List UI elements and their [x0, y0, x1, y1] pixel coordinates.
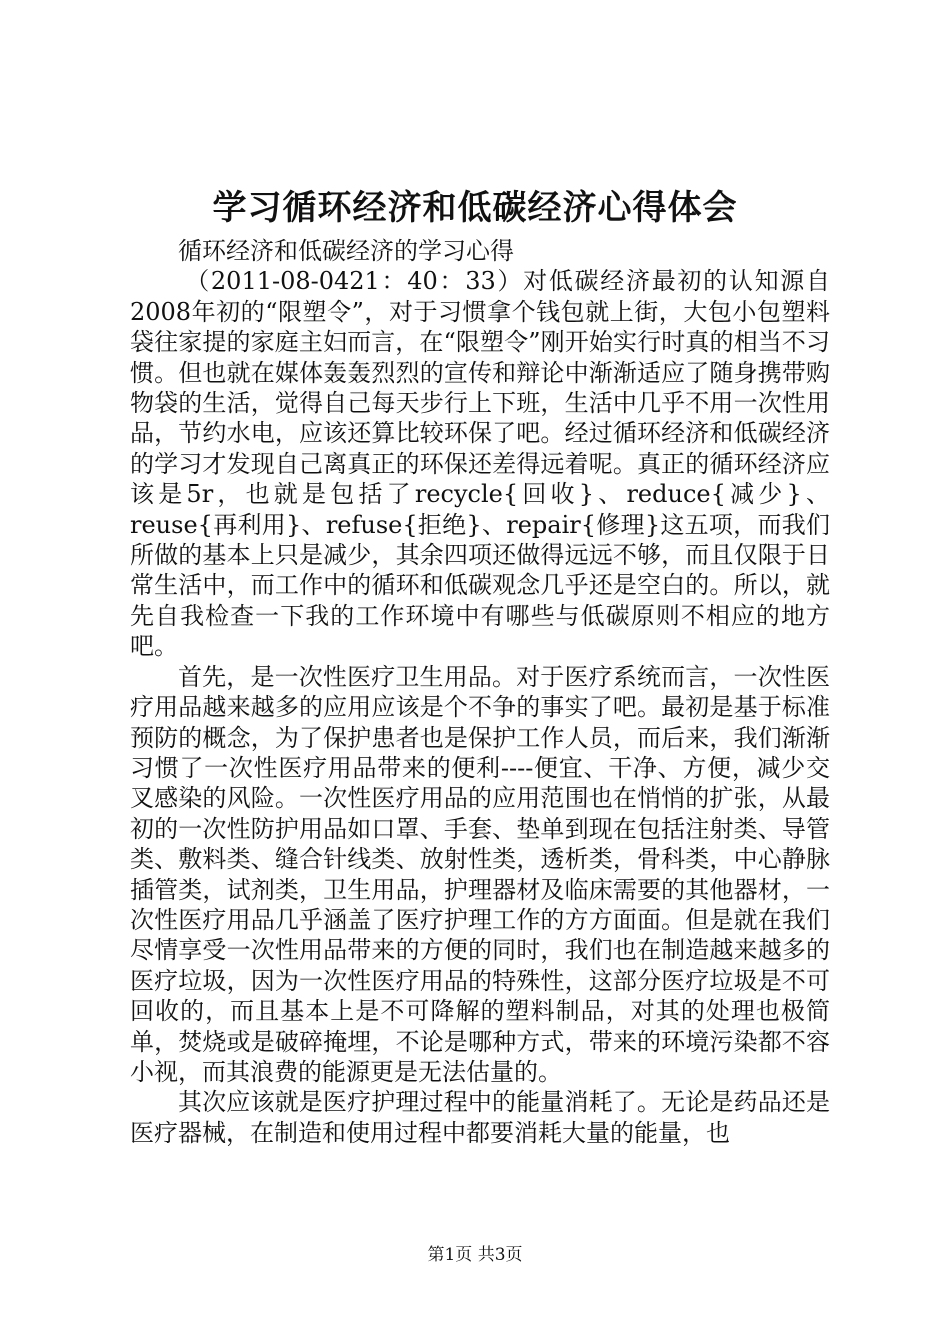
body-paragraph-energy: 其次应该就是医疗护理过程中的能量消耗了。无论是药品还是医疗器械，在制造和使用过程中都要消耗大量的能量，也	[130, 1088, 830, 1147]
body-paragraph-disposables: 首先，是一次性医疗卫生用品。对于医疗系统而言，一次性医疗用品越来越多的应用应该是个不争的事实了吧。最初是基于标准预防的概念，为了保护患者也是保护工作人员，而后来，我们渐渐习惯了一次性医疗用品带来的便利----便宜、干净、方便，减少交叉感染的风险。一次性医疗用品的应用范围也在悄悄的扩张，从最初的一次性防护用品如口罩、手套、垫单到现在包括注射类、导管类、敷料类、缝合针线类、放射性类，透析类，骨科类，中心静脉插管类，试剂类，卫生用品，护理器材及临床需要的其他器材，一次性医疗用品几乎涵盖了医疗护理工作的方方面面。但是就在我们尽情享受一次性用品带来的方便的同时，我们也在制造越来越多的医疗垃圾，因为一次性医疗用品的特殊性，这部分医疗垃圾是不可回收的，而且基本上是不可降解的塑料制品，对其的处理也极简单，焚烧或是破碎掩埋，不论是哪种方式，带来的环境污染都不容小视，而其浪费的能源更是无法估量的。	[130, 662, 830, 1086]
document-title: 学习循环经济和低碳经济心得体会	[212, 188, 738, 228]
document-body	[130, 236, 830, 1148]
body-paragraph-subtitle: 循环经济和低碳经济的学习心得	[178, 237, 514, 265]
page-number-footer: 第1页 共3页	[427, 1245, 523, 1265]
body-paragraph-intro: （2011-08-0421：40：33）对低碳经济最初的认知源自2008年初的“限塑令”，对于习惯拿个钱包就上街，大包小包塑料袋往家提的家庭主妇而言，在“限塑令”刚开始实行时真的相当不习惯。但也就在媒体轰轰烈烈的宣传和辩论中渐渐适应了随身携带购物袋的生活，觉得自己每天步行上下班，生活中几乎不用一次性用品，节约水电，应该还算比较环保了吧。经过循环经济和低碳经济的学习才发现自己离真正的环保还差得远着呢。真正的循环经济应该是5r，也就是包括了recycle{回收}、reduce{减少}、reuse{再利用}、refuse{拒绝}、repair{修理}这五项，而我们所做的基本上只是减少，其余四项还做得远远不够，而且仅限于日常生活中，而工作中的循环和低碳观念几乎还是空白的。所以，就先自我检查一下我的工作环境中有哪些与低碳原则不相应的地方吧。	[130, 267, 830, 661]
